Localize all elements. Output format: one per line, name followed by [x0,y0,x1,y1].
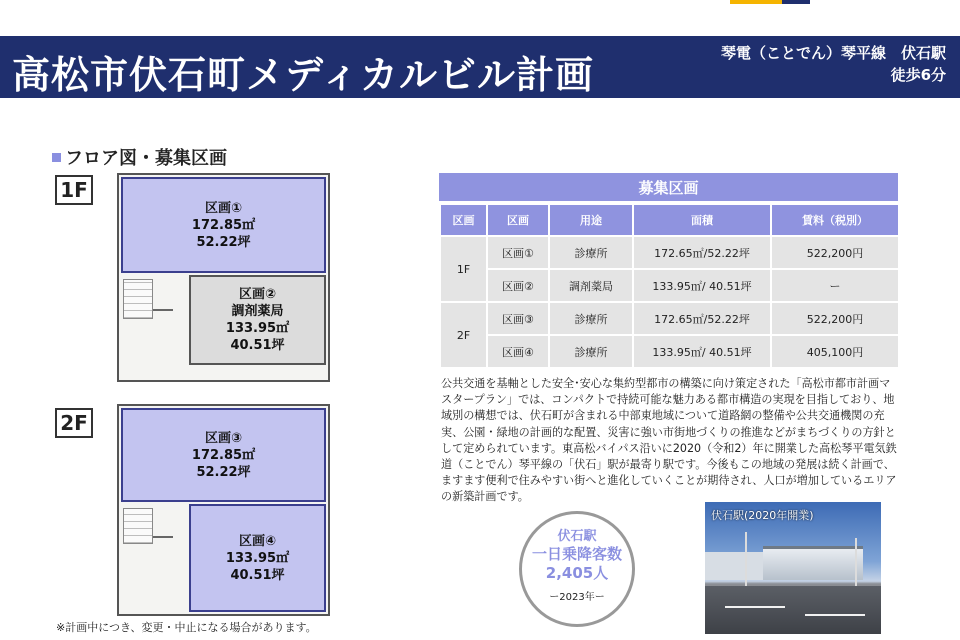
badge-value: 2,405人 [545,564,609,582]
wall-1f [153,309,173,311]
use-cell: 調剤薬局 [549,269,633,302]
unit-cell: 区画② [487,269,549,302]
area-description: 公共交通を基軸とした安全･安心な集約型都市の構築に向け策定された「高松市都市計画マスタープラン」では、コンパクトで持続可能な魅力ある都市構造の実現を目指しており、地域別の構想では、伏石町が含まれる中部東地域について道路網の整備や公共交通機関の充実、公園・緑地の計画的な配置、災害に強い市街地づくりの推進などがまちづくりの方針として定められています。東高松バイパス沿いに2020（令和2）年に開業した高松琴平電気鉄道（ことでん）琴平線の「伏石」駅が最寄り駅です。今後もこの地域の発展は続く計画で、ますます便利で住みやすい街へと進化していくことが期待され、人口が増加しているエリアの新築計画です。 [441,377,897,504]
photo-road [705,586,881,634]
unit-3-area-tsubo: 52.22坪 [196,464,251,480]
unit-4-area-tsubo: 40.51坪 [230,567,285,583]
page-title: 高松市伏石町メディカルビル計画 [12,53,594,97]
units-table-title: 募集区画 [439,173,898,203]
unit-2-use: 調剤薬局 [231,304,284,319]
photo-building-left [705,552,763,580]
wall-2f [153,536,173,538]
unit-cell: 区画④ [487,335,549,368]
area-cell: 172.65㎡/52.22坪 [633,302,771,335]
unit-4-room[interactable] [189,504,326,612]
col-header-area: 面積 [633,204,771,236]
use-cell: 診療所 [549,236,633,269]
floor-cell-1f: 1F [440,236,487,302]
unit-3-area-m2: 172.85㎡ [191,447,256,463]
badge-year: ー2023年ー [549,592,605,603]
floor-plan-2f [117,404,330,616]
station-photo [705,502,881,634]
disclaimer-note: ※計画中につき、変更・中止になる場合があります。 [56,621,317,634]
unit-1-name: 区画① [204,200,242,216]
use-cell: 診療所 [549,335,633,368]
table-row [440,335,899,368]
bullet-square-icon [52,153,61,162]
col-header-use: 用途 [549,204,633,236]
photo-lane-mark [805,614,865,616]
photo-lane-mark [725,606,785,608]
stair-2f [123,508,153,544]
table-row [440,236,899,269]
photo-pole [745,532,747,592]
col-header-unit: 区画 [487,204,549,236]
unit-2-name: 区画② [238,287,276,302]
stair-1f [123,279,153,319]
unit-2-area-tsubo: 40.51坪 [230,338,285,353]
rent-cell: ー [771,269,899,302]
unit-2-area-m2: 133.95㎡ [225,321,290,336]
unit-cell: 区画③ [487,302,549,335]
floor-cell-2f: 2F [440,302,487,368]
floor-section-heading [52,144,227,170]
area-cell: 172.65㎡/52.22坪 [633,236,771,269]
rent-cell: 522,200円 [771,236,899,269]
photo-station-building [763,546,863,580]
use-cell: 診療所 [549,302,633,335]
units-table-container [439,173,898,369]
walk-time: 徒歩6分 [890,66,946,84]
area-cell: 133.95㎡/ 40.51坪 [633,335,771,368]
unit-cell: 区画① [487,236,549,269]
unit-2-room[interactable] [189,275,326,365]
badge-station: 伏石駅 [557,529,597,544]
unit-4-name: 区画④ [238,533,276,549]
floor-tag-2f: 2F [55,408,93,438]
accent-navy [782,0,810,4]
floor-section-heading-text: フロア図・募集区画 [65,148,227,169]
top-accent-bar [730,0,810,4]
table-row [440,269,899,302]
floor-plan-1f [117,173,330,382]
area-cell: 133.95㎡/ 40.51坪 [633,269,771,302]
ridership-badge [519,511,635,627]
unit-1-area-tsubo: 52.22坪 [196,234,251,250]
unit-3-name: 区画③ [204,430,242,446]
rent-cell: 405,100円 [771,335,899,368]
col-header-rent: 賃料（税別） [771,204,899,236]
unit-1-room[interactable] [121,177,326,273]
unit-4-area-m2: 133.95㎡ [225,550,290,566]
photo-caption: 伏石駅(2020年開業) [711,509,814,522]
accent-yellow [730,0,782,4]
units-table [439,203,900,369]
station-info [721,42,946,86]
rent-cell: 522,200円 [771,302,899,335]
unit-3-room[interactable] [121,408,326,502]
header-banner [0,36,960,98]
floor-tag-1f: 1F [55,175,93,205]
col-header-floor: 区画 [440,204,487,236]
station-line: 琴電（ことでん）琴平線 伏石駅 [720,44,946,62]
badge-label: 一日乗降客数 [531,545,622,563]
unit-1-area-m2: 172.85㎡ [191,217,256,233]
table-row [440,302,899,335]
table-header-row [440,204,899,236]
